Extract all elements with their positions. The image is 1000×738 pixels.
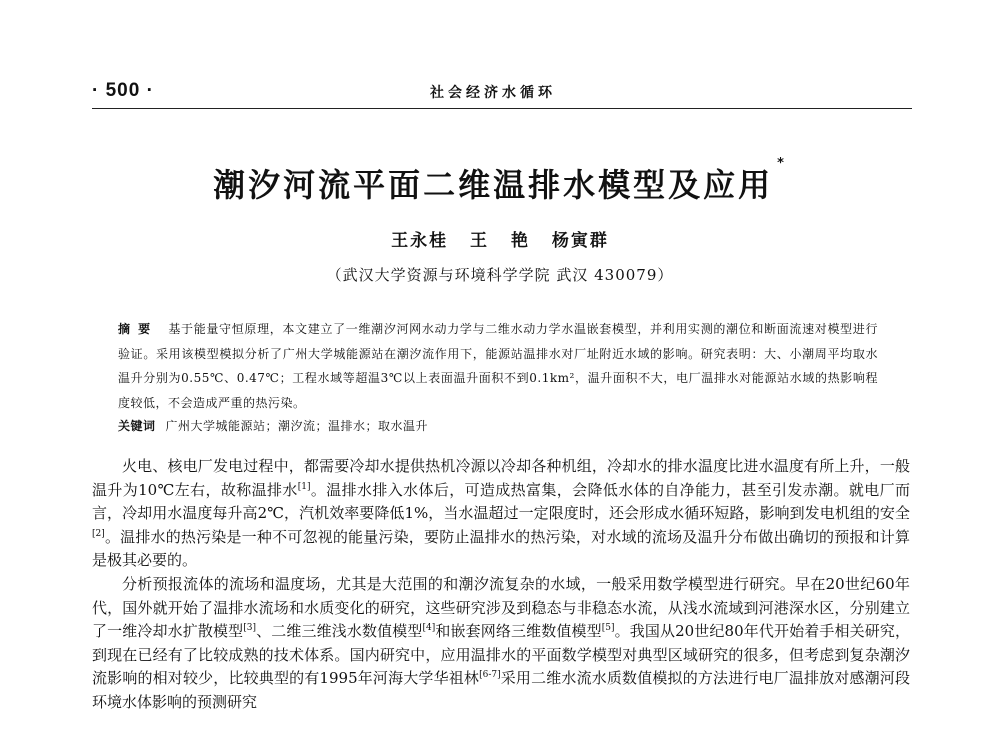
keywords-text: 广州大学城能源站；潮汐流；温排水；取水温升 [165, 419, 429, 433]
abstract [118, 317, 878, 415]
abstract-label: 摘要 [118, 322, 159, 336]
p2-text-a: 分析预报流体的流场和温度场，尤其是大范围的和潮汐流复杂的水域，一般采用数学模型进行研究。早在20世纪60年代，国外就开始了温排水流场和水质变化的研究，这些研究涉及到稳态与非稳态水流，从浅水流域到河港深水区，分别建立了一维冷却水扩散模型 [92, 574, 910, 641]
author-list: 王永桂 王 艳 杨寅群 [391, 231, 609, 251]
running-header [92, 80, 912, 109]
p2-text-b: 、二维三维浅水数值模型 [255, 622, 423, 641]
keywords-label: 关键词 [118, 419, 156, 433]
p2-text-c: 和嵌套网络三维数值模型 [435, 622, 602, 641]
citation: [3] [243, 623, 256, 634]
p1-text-b: 。温排水排入水体后，可造成热富集，会降低水体的自净能力，甚至引发赤潮。就电厂而言，冷却用水温度每升高2℃，汽机效率要降低1%，当水温超过一定限度时，还会形成水循环短路，影响到发电机组的安全 [92, 480, 910, 523]
p2-text-d: 。我国从20世纪80年代开始着手相关研究，到现在已经有了比较成熟的技术体系。国内研究中，应用温排水的平面数学模型对典型区域研究的很多，但考虑到复杂潮汐流影响的相对较少，比较典型的有1995年河海大学华祖林 [92, 622, 910, 688]
paragraph-2 [92, 573, 910, 715]
p1-text-a: 火电、核电厂发电过程中，都需要冷却水提供热机冷源以冷却各种机组，冷却水的排水温度比进水温度有所上升，一般温升为10℃左右，故称温排水 [92, 457, 910, 499]
keywords [118, 416, 878, 436]
page-number: · 500 · [92, 80, 154, 101]
p2-text-e: 采用二维水流水质数值模拟的方法进行电厂温排放对感潮河段环境水体影响的预测研究 [92, 669, 910, 711]
paragraph-1 [92, 455, 910, 573]
citation: [4] [422, 623, 436, 634]
title-text: 潮汐河流平面二维温排水模型及应用 [213, 166, 774, 204]
citation: [5] [601, 623, 615, 634]
journal-name: 社会经济水循环 [430, 85, 556, 101]
paper-title [0, 156, 1000, 206]
citation: [1] [297, 481, 311, 492]
citation: [2] [92, 528, 105, 539]
affiliation: （武汉大学资源与环境科学学院 武汉 430079） [326, 266, 674, 284]
body-text [92, 455, 910, 715]
p1-text-c: 。温排水的热污染是一种不可忽视的能量污染，要防止温排水的热污染，对水域的流场及温升分布做出确切的预报和计算是极其必要的。 [92, 527, 910, 570]
citation: [6-7] [479, 670, 501, 681]
title-footnote-mark: * [777, 156, 787, 171]
abstract-text: 基于能量守恒原理，本文建立了一维潮汐河网水动力学与二维水动力学水温嵌套模型，并利用实测的潮位和断面流速对模型进行验证。采用该模型模拟分析了广州大学城能源站在潮汐流作用下，能源站温排水对厂址附近水域的影响。研究表明：大、小潮周平均取水温升分别为0.55℃、0.47℃；工程水域等超温3℃以上表面温升面积不到0.1km²，温升面积不大，电厂温排水对能源站水域的热影响程度较低，不会造成严重的热污染。 [118, 322, 878, 410]
